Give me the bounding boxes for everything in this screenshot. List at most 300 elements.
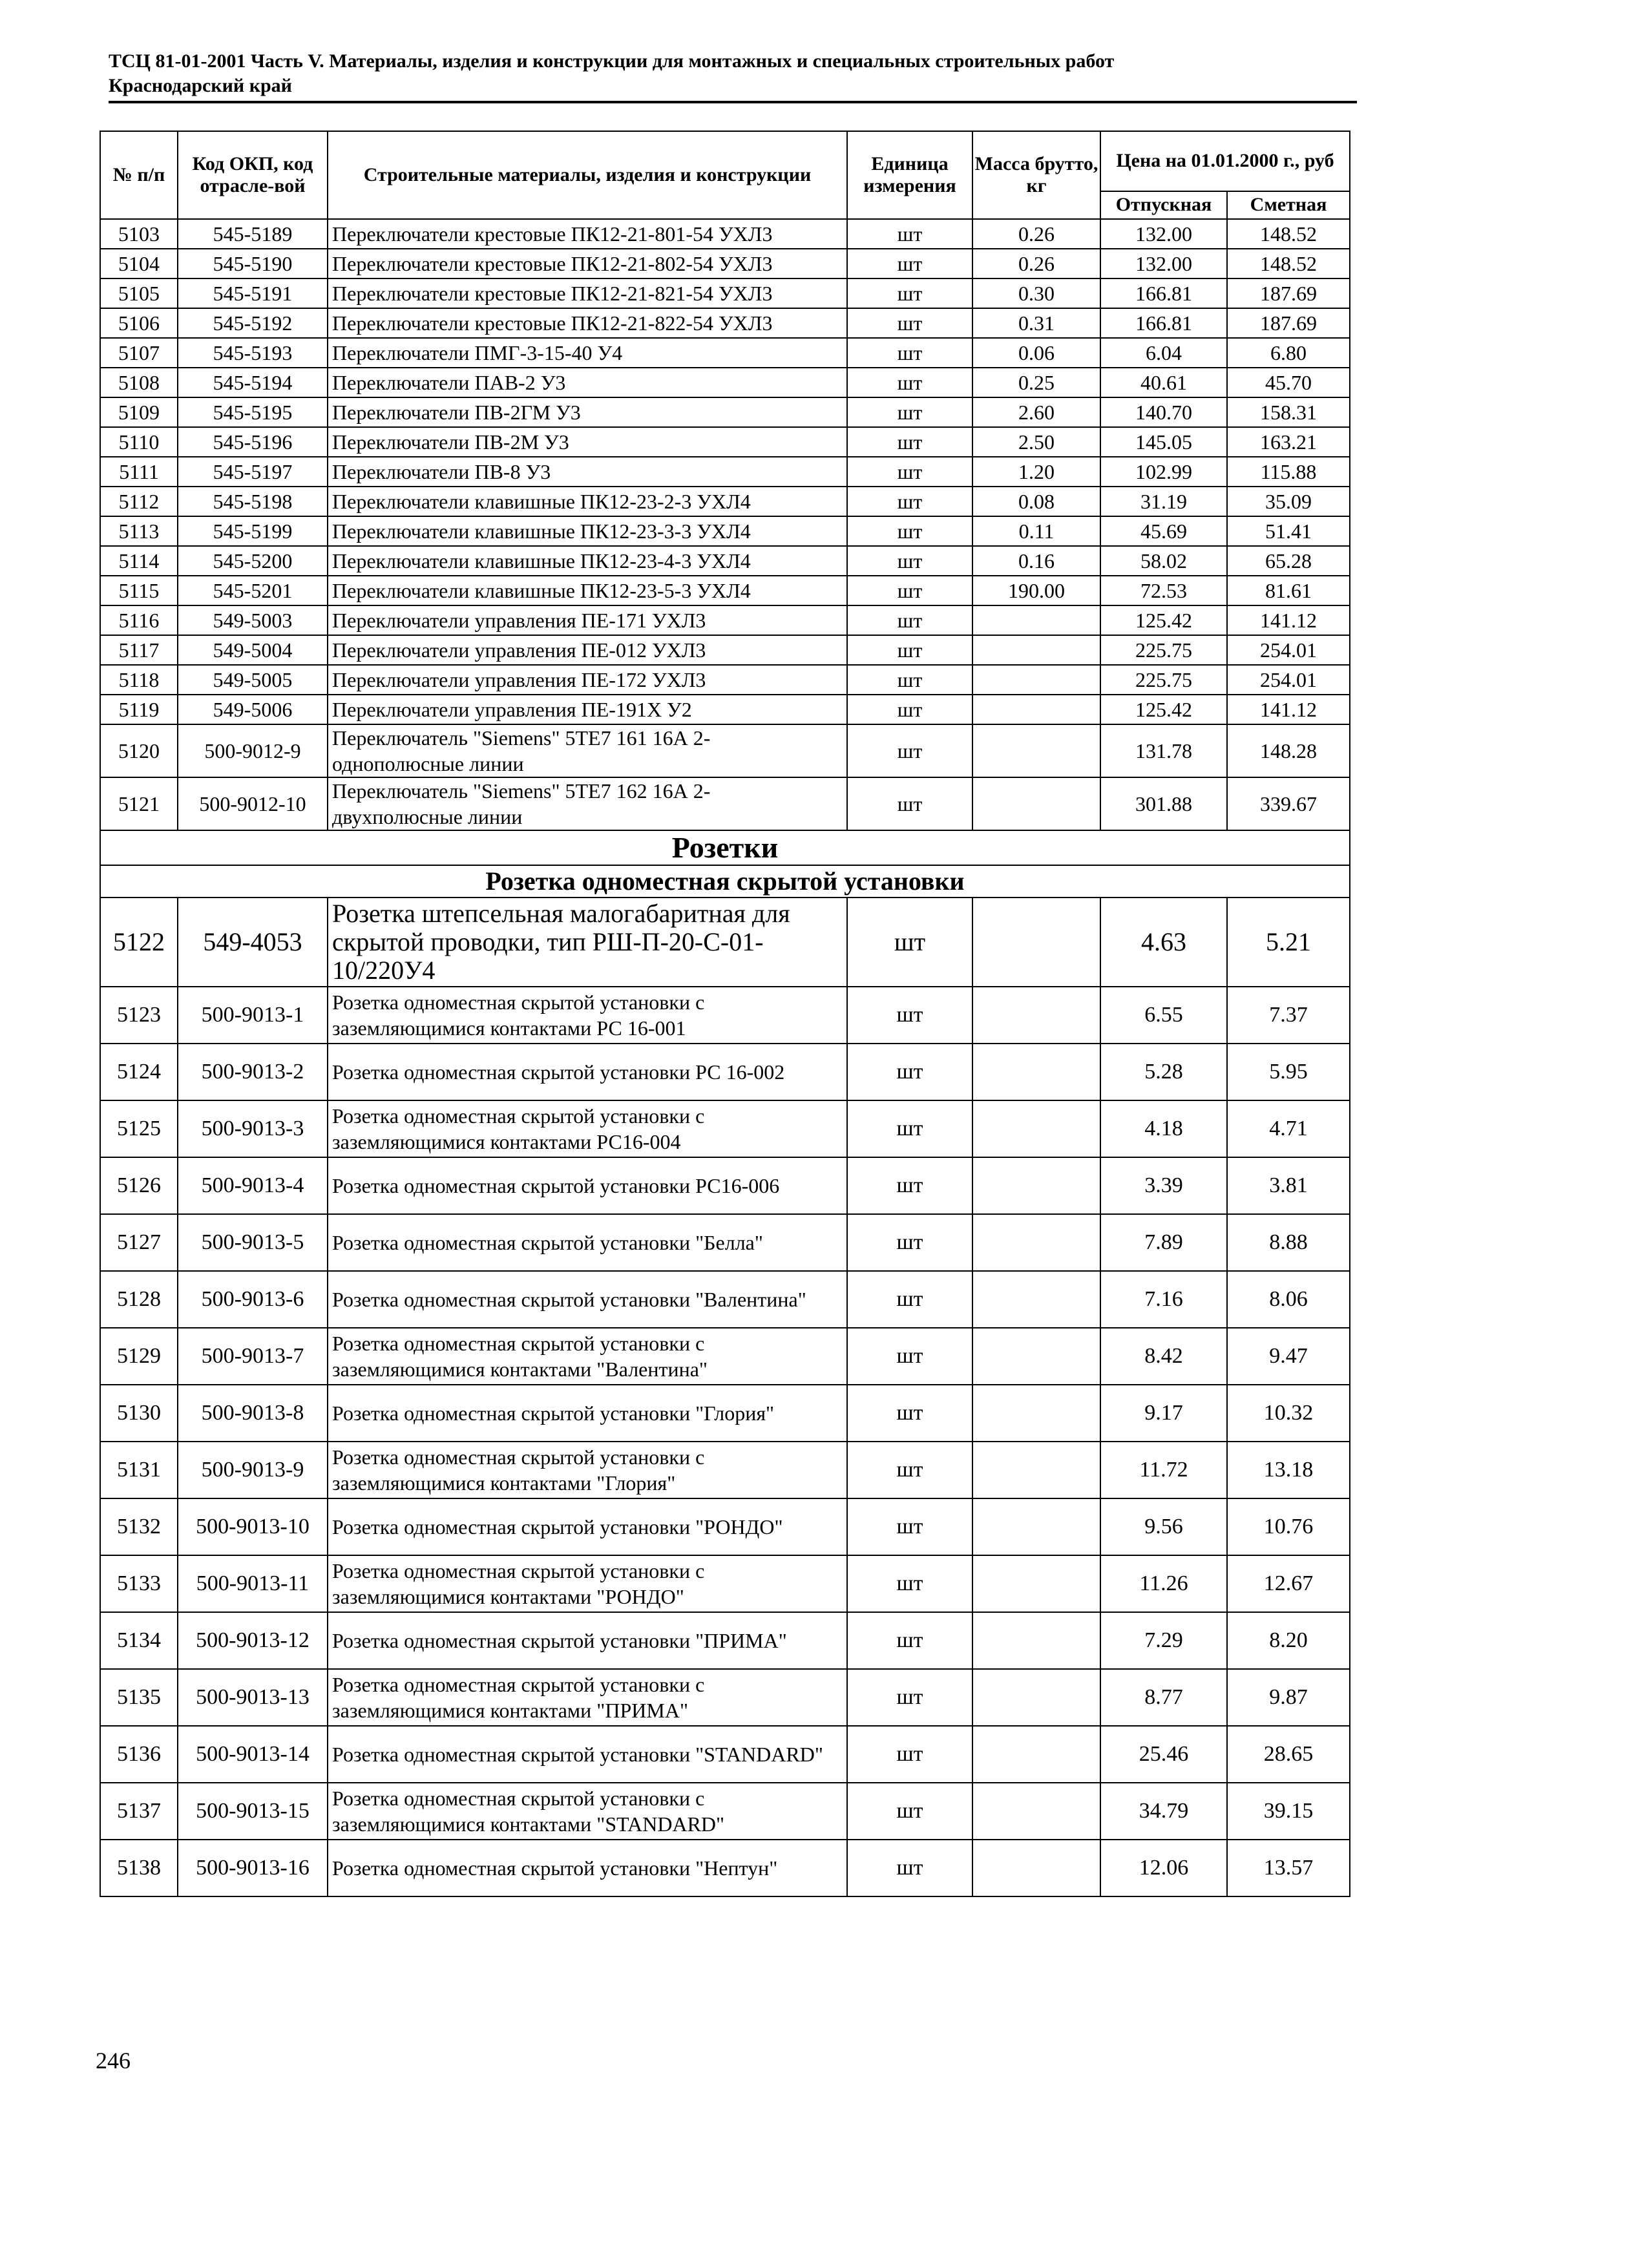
table-row	[100, 1100, 1350, 1157]
row-price-estimate: 10.32	[1227, 1385, 1350, 1442]
row-price-estimate: 8.06	[1227, 1271, 1350, 1328]
row-price-release: 125.42	[1100, 695, 1227, 724]
row-price-estimate: 187.69	[1227, 308, 1350, 338]
row-unit: шт	[847, 516, 972, 546]
table-row	[100, 219, 1350, 249]
row-number: 5133	[100, 1555, 178, 1612]
row-name: Переключатели ПВ-8 У3	[328, 457, 847, 487]
table-row	[100, 898, 1350, 987]
table-row	[100, 1157, 1350, 1214]
row-mass: 0.08	[972, 487, 1100, 516]
col-name-header: Строительные материалы, изделия и конструкции	[328, 131, 847, 219]
row-mass	[972, 724, 1100, 777]
header-region: Краснодарский край	[109, 75, 292, 96]
table-row	[100, 249, 1350, 278]
row-unit: шт	[847, 1555, 972, 1612]
row-price-release: 7.16	[1100, 1271, 1227, 1328]
row-price-estimate: 45.70	[1227, 368, 1350, 397]
row-price-estimate: 35.09	[1227, 487, 1350, 516]
row-code: 500-9013-14	[178, 1726, 328, 1783]
table-row	[100, 278, 1350, 308]
row-price-release: 225.75	[1100, 665, 1227, 695]
row-unit: шт	[847, 1157, 972, 1214]
row-name: Розетка одноместная скрытой установки "РОНДО"	[328, 1498, 847, 1555]
row-name: Переключатели управления ПЕ-012 УХЛ3	[328, 635, 847, 665]
row-mass	[972, 1555, 1100, 1612]
table-row	[100, 1328, 1350, 1385]
row-code: 500-9013-15	[178, 1783, 328, 1840]
row-price-release: 9.56	[1100, 1498, 1227, 1555]
row-name: Розетка одноместная скрытой установки "Нептун"	[328, 1840, 847, 1896]
row-mass	[972, 1044, 1100, 1100]
row-price-release: 140.70	[1100, 397, 1227, 427]
col-code-header: Код ОКП, код отрасле-вой	[178, 131, 328, 219]
row-number: 5132	[100, 1498, 178, 1555]
table-row	[100, 308, 1350, 338]
row-name: Розетка одноместная скрытой установки РС 16-002	[328, 1044, 847, 1100]
table-row	[100, 546, 1350, 576]
row-mass	[972, 1442, 1100, 1498]
subsection-title-row	[100, 865, 1350, 898]
row-price-estimate: 3.81	[1227, 1157, 1350, 1214]
row-price-estimate: 7.37	[1227, 987, 1350, 1044]
row-number: 5108	[100, 368, 178, 397]
row-mass	[972, 1271, 1100, 1328]
row-number: 5135	[100, 1669, 178, 1726]
row-mass	[972, 1612, 1100, 1669]
row-price-estimate: 9.87	[1227, 1669, 1350, 1726]
row-unit: шт	[847, 397, 972, 427]
row-number: 5124	[100, 1044, 178, 1100]
table-row	[100, 338, 1350, 368]
row-code: 500-9013-11	[178, 1555, 328, 1612]
row-number: 5104	[100, 249, 178, 278]
row-mass	[972, 1385, 1100, 1442]
row-price-estimate: 254.01	[1227, 665, 1350, 695]
row-code: 549-5003	[178, 605, 328, 635]
row-price-estimate: 187.69	[1227, 278, 1350, 308]
row-price-release: 4.63	[1100, 898, 1227, 987]
row-code: 545-5194	[178, 368, 328, 397]
row-number: 5126	[100, 1157, 178, 1214]
row-unit: шт	[847, 724, 972, 777]
row-mass: 0.06	[972, 338, 1100, 368]
row-code: 500-9012-9	[178, 724, 328, 777]
table-row	[100, 1612, 1350, 1669]
row-mass	[972, 1840, 1100, 1896]
row-number: 5115	[100, 576, 178, 605]
row-price-estimate: 6.80	[1227, 338, 1350, 368]
table-row	[100, 487, 1350, 516]
row-number: 5111	[100, 457, 178, 487]
price-table-wrapper	[100, 131, 1350, 1897]
row-price-estimate: 163.21	[1227, 427, 1350, 457]
row-unit: шт	[847, 1840, 972, 1896]
row-unit: шт	[847, 368, 972, 397]
row-mass: 0.31	[972, 308, 1100, 338]
table-row	[100, 777, 1350, 830]
row-mass: 0.26	[972, 219, 1100, 249]
row-code: 500-9013-13	[178, 1669, 328, 1726]
row-unit: шт	[847, 898, 972, 987]
table-row	[100, 605, 1350, 635]
row-name: Переключатели управления ПЕ-172 УХЛ3	[328, 665, 847, 695]
row-number: 5109	[100, 397, 178, 427]
row-name: Переключатели управления ПЕ-171 УХЛ3	[328, 605, 847, 635]
row-code: 500-9013-10	[178, 1498, 328, 1555]
row-price-release: 12.06	[1100, 1840, 1227, 1896]
table-row	[100, 1726, 1350, 1783]
row-code: 545-5192	[178, 308, 328, 338]
row-price-release: 34.79	[1100, 1783, 1227, 1840]
row-mass: 0.26	[972, 249, 1100, 278]
row-price-release: 58.02	[1100, 546, 1227, 576]
row-mass	[972, 1726, 1100, 1783]
row-mass: 2.60	[972, 397, 1100, 427]
row-code: 500-9013-8	[178, 1385, 328, 1442]
row-price-estimate: 8.88	[1227, 1214, 1350, 1271]
row-price-release: 8.42	[1100, 1328, 1227, 1385]
row-unit: шт	[847, 1328, 972, 1385]
row-unit: шт	[847, 338, 972, 368]
row-unit: шт	[847, 1442, 972, 1498]
row-price-release: 72.53	[1100, 576, 1227, 605]
row-mass	[972, 665, 1100, 695]
row-number: 5118	[100, 665, 178, 695]
row-code: 545-5198	[178, 487, 328, 516]
row-mass	[972, 987, 1100, 1044]
row-price-estimate: 5.21	[1227, 898, 1350, 987]
row-price-estimate: 51.41	[1227, 516, 1350, 546]
row-code: 545-5197	[178, 457, 328, 487]
row-unit: шт	[847, 987, 972, 1044]
row-code: 545-5189	[178, 219, 328, 249]
row-number: 5136	[100, 1726, 178, 1783]
row-name: Переключатели крестовые ПК12-21-822-54 УХЛ3	[328, 308, 847, 338]
row-unit: шт	[847, 1726, 972, 1783]
row-number: 5114	[100, 546, 178, 576]
row-code: 545-5201	[178, 576, 328, 605]
row-name: Розетка одноместная скрытой установки с заземляющимися контактами "STANDARD"	[328, 1783, 847, 1840]
row-name: Розетка одноместная скрытой установки "STANDARD"	[328, 1726, 847, 1783]
header-title: ТСЦ 81-01-2001 Часть V. Материалы, изделия и конструкции для монтажных и специальных строительных работ	[109, 50, 1115, 72]
section-title: Розетки	[100, 830, 1350, 865]
row-price-estimate: 81.61	[1227, 576, 1350, 605]
row-mass	[972, 777, 1100, 830]
row-code: 549-4053	[178, 898, 328, 987]
row-mass	[972, 1498, 1100, 1555]
table-row	[100, 1271, 1350, 1328]
row-code: 500-9013-7	[178, 1328, 328, 1385]
price-table	[100, 131, 1350, 1897]
row-number: 5106	[100, 308, 178, 338]
row-code: 500-9013-5	[178, 1214, 328, 1271]
col-mass-header: Масса брутто, кг	[972, 131, 1100, 219]
row-price-release: 132.00	[1100, 249, 1227, 278]
row-price-release: 301.88	[1100, 777, 1227, 830]
row-unit: шт	[847, 249, 972, 278]
row-price-estimate: 9.47	[1227, 1328, 1350, 1385]
row-code: 500-9013-12	[178, 1612, 328, 1669]
table-row	[100, 695, 1350, 724]
row-mass: 0.11	[972, 516, 1100, 546]
row-code: 549-5006	[178, 695, 328, 724]
row-unit: шт	[847, 1271, 972, 1328]
row-price-release: 125.42	[1100, 605, 1227, 635]
row-price-release: 25.46	[1100, 1726, 1227, 1783]
row-price-estimate: 8.20	[1227, 1612, 1350, 1669]
row-price-release: 31.19	[1100, 487, 1227, 516]
row-price-release: 6.04	[1100, 338, 1227, 368]
row-price-release: 145.05	[1100, 427, 1227, 457]
row-unit: шт	[847, 1044, 972, 1100]
row-name: Переключатели клавишные ПК12-23-4-3 УХЛ4	[328, 546, 847, 576]
row-code: 500-9012-10	[178, 777, 328, 830]
row-number: 5112	[100, 487, 178, 516]
table-row	[100, 1442, 1350, 1498]
row-price-release: 132.00	[1100, 219, 1227, 249]
row-price-release: 3.39	[1100, 1157, 1227, 1214]
row-unit: шт	[847, 546, 972, 576]
section-title-row	[100, 830, 1350, 865]
row-name: Переключатели ПМГ-3-15-40 У4	[328, 338, 847, 368]
row-unit: шт	[847, 695, 972, 724]
row-price-release: 7.29	[1100, 1612, 1227, 1669]
row-unit: шт	[847, 1612, 972, 1669]
row-code: 545-5199	[178, 516, 328, 546]
row-number: 5105	[100, 278, 178, 308]
row-unit: шт	[847, 1385, 972, 1442]
row-name: Розетка одноместная скрытой установки "Валентина"	[328, 1271, 847, 1328]
row-number: 5123	[100, 987, 178, 1044]
row-code: 500-9013-16	[178, 1840, 328, 1896]
row-unit: шт	[847, 219, 972, 249]
row-name: Переключатели клавишные ПК12-23-2-3 УХЛ4	[328, 487, 847, 516]
row-unit: шт	[847, 1669, 972, 1726]
row-name: Розетка одноместная скрытой установки "ПРИМА"	[328, 1612, 847, 1669]
row-name: Розетка одноместная скрытой установки с заземляющимися контактами "Валентина"	[328, 1328, 847, 1385]
row-number: 5120	[100, 724, 178, 777]
row-unit: шт	[847, 1100, 972, 1157]
row-number: 5134	[100, 1612, 178, 1669]
row-number: 5103	[100, 219, 178, 249]
row-price-release: 131.78	[1100, 724, 1227, 777]
table-row	[100, 1214, 1350, 1271]
row-number: 5127	[100, 1214, 178, 1271]
row-price-release: 4.18	[1100, 1100, 1227, 1157]
row-price-release: 11.72	[1100, 1442, 1227, 1498]
row-unit: шт	[847, 427, 972, 457]
row-price-release: 166.81	[1100, 308, 1227, 338]
table-row	[100, 397, 1350, 427]
row-name: Розетка одноместная скрытой установки с заземляющимися контактами РС16-004	[328, 1100, 847, 1157]
row-unit: шт	[847, 457, 972, 487]
row-code: 549-5004	[178, 635, 328, 665]
row-price-estimate: 254.01	[1227, 635, 1350, 665]
row-name: Переключатели ПВ-2ГМ У3	[328, 397, 847, 427]
row-price-release: 5.28	[1100, 1044, 1227, 1100]
col-unit-header: Единица измерения	[847, 131, 972, 219]
row-name: Переключатели ПВ-2М У3	[328, 427, 847, 457]
row-mass: 0.25	[972, 368, 1100, 397]
row-name: Переключатели крестовые ПК12-21-801-54 УХЛ3	[328, 219, 847, 249]
table-row	[100, 987, 1350, 1044]
row-unit: шт	[847, 665, 972, 695]
row-price-estimate: 4.71	[1227, 1100, 1350, 1157]
row-code: 500-9013-1	[178, 987, 328, 1044]
row-price-estimate: 28.65	[1227, 1726, 1350, 1783]
row-number: 5110	[100, 427, 178, 457]
row-price-estimate: 12.67	[1227, 1555, 1350, 1612]
row-name: Переключатель "Siemens" 5TE7 162 16А 2- двухполюсные линии	[328, 777, 847, 830]
row-mass: 0.16	[972, 546, 1100, 576]
table-row	[100, 368, 1350, 397]
row-price-release: 45.69	[1100, 516, 1227, 546]
row-unit: шт	[847, 1214, 972, 1271]
col-price-release-header: Отпускная	[1100, 191, 1227, 219]
row-name: Переключатели клавишные ПК12-23-5-3 УХЛ4	[328, 576, 847, 605]
row-code: 545-5190	[178, 249, 328, 278]
row-mass	[972, 1100, 1100, 1157]
row-price-release: 6.55	[1100, 987, 1227, 1044]
table-row	[100, 1385, 1350, 1442]
row-name: Розетка одноместная скрытой установки РС16-006	[328, 1157, 847, 1214]
col-num-header: № п/п	[100, 131, 178, 219]
row-number: 5129	[100, 1328, 178, 1385]
row-code: 500-9013-2	[178, 1044, 328, 1100]
row-price-estimate: 115.88	[1227, 457, 1350, 487]
row-name: Розетка одноместная скрытой установки с заземляющимися контактами "ПРИМА"	[328, 1669, 847, 1726]
row-code: 500-9013-4	[178, 1157, 328, 1214]
row-code: 545-5196	[178, 427, 328, 457]
row-name: Переключатели крестовые ПК12-21-802-54 УХЛ3	[328, 249, 847, 278]
table-row	[100, 516, 1350, 546]
col-price-header: Цена на 01.01.2000 г., руб	[1100, 131, 1350, 191]
row-name: Розетка одноместная скрытой установки с заземляющимися контактами "Глория"	[328, 1442, 847, 1498]
row-price-estimate: 13.57	[1227, 1840, 1350, 1896]
row-price-release: 9.17	[1100, 1385, 1227, 1442]
row-number: 5131	[100, 1442, 178, 1498]
row-unit: шт	[847, 1783, 972, 1840]
row-mass	[972, 1157, 1100, 1214]
row-unit: шт	[847, 777, 972, 830]
row-unit: шт	[847, 308, 972, 338]
row-number: 5125	[100, 1100, 178, 1157]
table-row	[100, 724, 1350, 777]
table-row	[100, 576, 1350, 605]
col-price-estimate-header: Сметная	[1227, 191, 1350, 219]
row-number: 5137	[100, 1783, 178, 1840]
row-mass	[972, 898, 1100, 987]
row-unit: шт	[847, 605, 972, 635]
row-price-estimate: 148.52	[1227, 249, 1350, 278]
row-price-estimate: 5.95	[1227, 1044, 1350, 1100]
row-unit: шт	[847, 1498, 972, 1555]
row-mass: 2.50	[972, 427, 1100, 457]
row-unit: шт	[847, 635, 972, 665]
row-unit: шт	[847, 576, 972, 605]
table-row	[100, 1555, 1350, 1612]
row-name: Переключатели крестовые ПК12-21-821-54 УХЛ3	[328, 278, 847, 308]
table-row	[100, 665, 1350, 695]
row-mass	[972, 635, 1100, 665]
row-name: Переключатель "Siemens" 5TE7 161 16А 2- однополюсные линии	[328, 724, 847, 777]
row-mass: 0.30	[972, 278, 1100, 308]
row-number: 5119	[100, 695, 178, 724]
row-mass: 1.20	[972, 457, 1100, 487]
table-row	[100, 427, 1350, 457]
row-price-estimate: 158.31	[1227, 397, 1350, 427]
row-price-estimate: 39.15	[1227, 1783, 1350, 1840]
row-price-release: 11.26	[1100, 1555, 1227, 1612]
row-name: Розетка одноместная скрытой установки "Глория"	[328, 1385, 847, 1442]
row-price-estimate: 65.28	[1227, 546, 1350, 576]
row-number: 5130	[100, 1385, 178, 1442]
table-row	[100, 635, 1350, 665]
page-number: 246	[96, 2048, 131, 2074]
row-price-release: 8.77	[1100, 1669, 1227, 1726]
row-price-release: 225.75	[1100, 635, 1227, 665]
row-code: 500-9013-6	[178, 1271, 328, 1328]
row-price-estimate: 13.18	[1227, 1442, 1350, 1498]
table-row	[100, 457, 1350, 487]
row-mass	[972, 1214, 1100, 1271]
row-price-release: 102.99	[1100, 457, 1227, 487]
page-header	[109, 49, 1356, 98]
row-price-release: 7.89	[1100, 1214, 1227, 1271]
row-unit: шт	[847, 278, 972, 308]
row-number: 5122	[100, 898, 178, 987]
row-mass	[972, 695, 1100, 724]
subsection-title: Розетка одноместная скрытой установки	[100, 865, 1350, 898]
row-number: 5113	[100, 516, 178, 546]
row-price-estimate: 148.28	[1227, 724, 1350, 777]
row-price-release: 166.81	[1100, 278, 1227, 308]
row-price-release: 40.61	[1100, 368, 1227, 397]
row-price-estimate: 141.12	[1227, 605, 1350, 635]
row-unit: шт	[847, 487, 972, 516]
row-price-estimate: 339.67	[1227, 777, 1350, 830]
row-name: Розетка одноместная скрытой установки с заземляющимися контактами "РОНДО"	[328, 1555, 847, 1612]
row-number: 5117	[100, 635, 178, 665]
row-mass: 190.00	[972, 576, 1100, 605]
price-table-body	[100, 219, 1350, 1896]
row-mass	[972, 1328, 1100, 1385]
table-row	[100, 1044, 1350, 1100]
row-name: Переключатели клавишные ПК12-23-3-3 УХЛ4	[328, 516, 847, 546]
row-number: 5128	[100, 1271, 178, 1328]
row-code: 545-5195	[178, 397, 328, 427]
row-number: 5138	[100, 1840, 178, 1896]
header-rule	[109, 101, 1357, 103]
row-name: Розетка одноместная скрытой установки с заземляющимися контактами РС 16-001	[328, 987, 847, 1044]
row-name: Переключатели ПАВ-2 У3	[328, 368, 847, 397]
row-code: 545-5200	[178, 546, 328, 576]
row-code: 545-5193	[178, 338, 328, 368]
row-mass	[972, 605, 1100, 635]
row-mass	[972, 1783, 1100, 1840]
row-name: Переключатели управления ПЕ-191Х У2	[328, 695, 847, 724]
row-number: 5107	[100, 338, 178, 368]
row-code: 500-9013-3	[178, 1100, 328, 1157]
table-row	[100, 1840, 1350, 1896]
row-price-estimate: 148.52	[1227, 219, 1350, 249]
row-code: 549-5005	[178, 665, 328, 695]
row-price-estimate: 141.12	[1227, 695, 1350, 724]
table-row	[100, 1669, 1350, 1726]
row-code: 545-5191	[178, 278, 328, 308]
row-number: 5116	[100, 605, 178, 635]
